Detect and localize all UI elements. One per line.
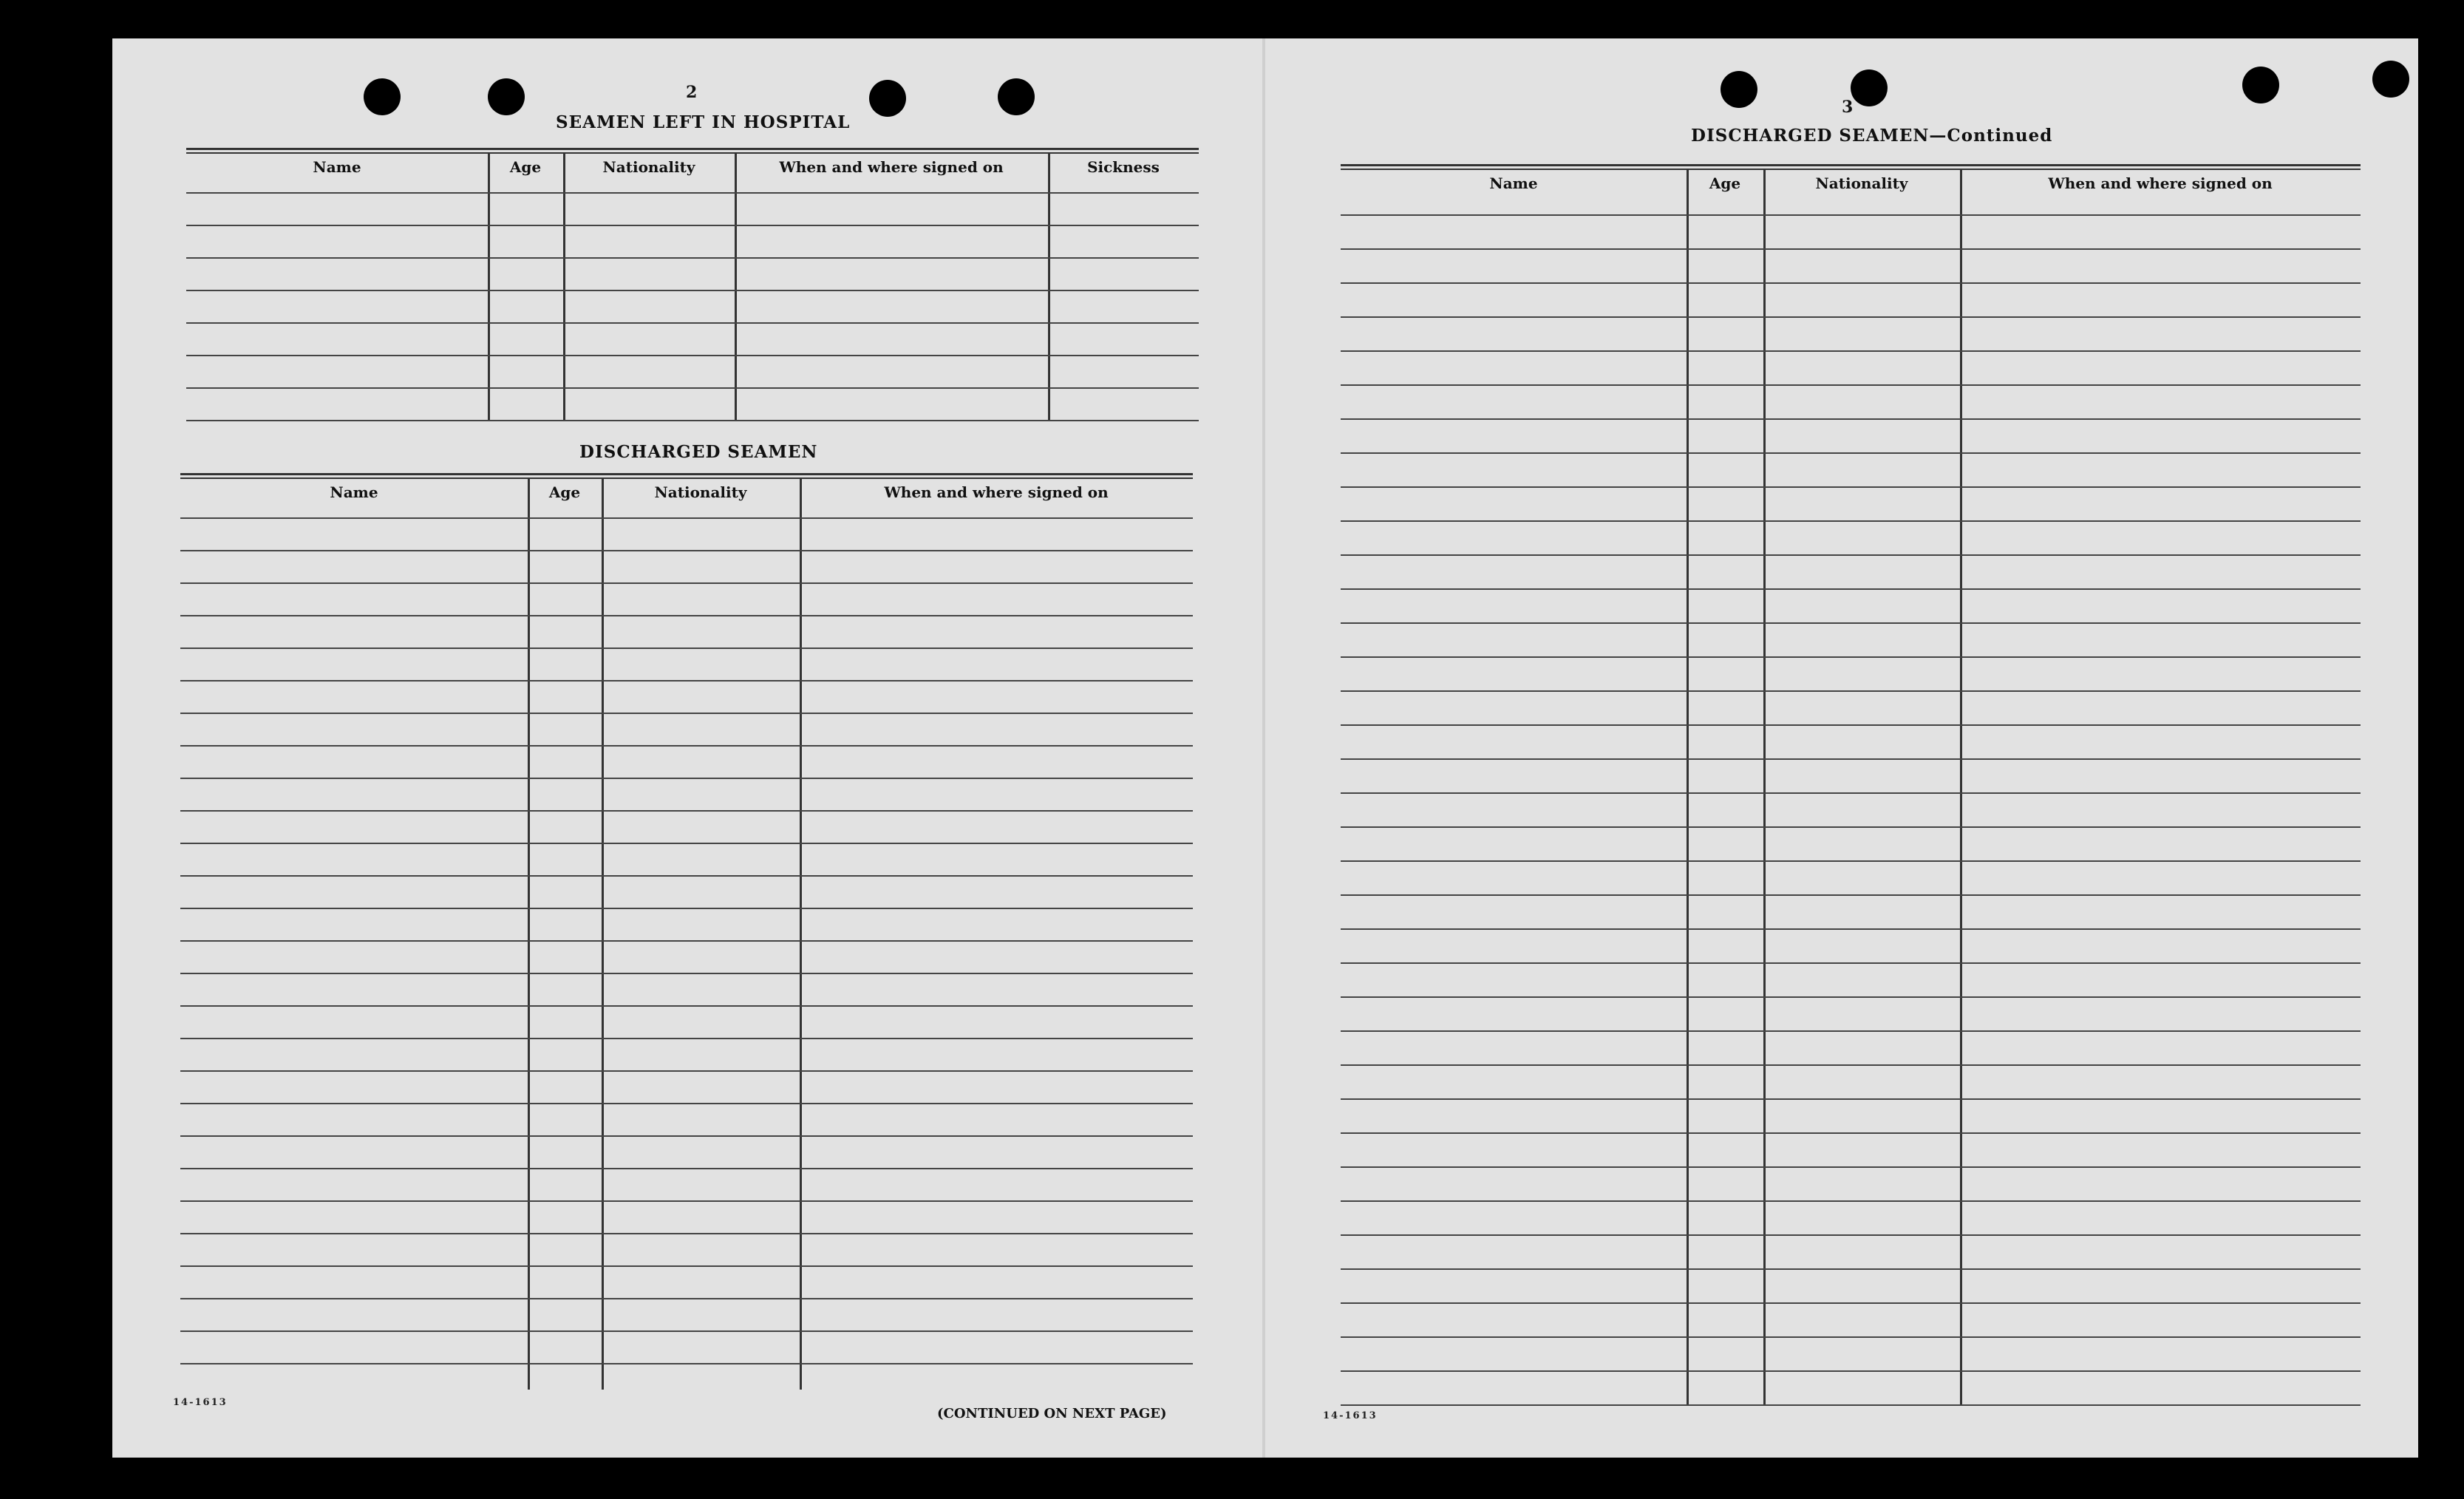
ruled-line <box>1341 418 2361 420</box>
ruled-line <box>1341 452 2361 454</box>
column-header: Name <box>1489 174 1538 192</box>
ruled-line <box>1341 622 2361 624</box>
ruled-line <box>180 1330 1193 1332</box>
ruled-line <box>1341 724 2361 726</box>
hospital-section-title: SEAMEN LEFT IN HOSPITAL <box>556 112 851 132</box>
ruled-line <box>186 192 1199 194</box>
ruled-line <box>180 550 1193 551</box>
ruled-line <box>180 1200 1193 1202</box>
ruled-line <box>1341 1166 2361 1168</box>
ruled-line <box>180 517 1193 519</box>
ruled-line <box>1341 1030 2361 1032</box>
ruled-line <box>180 778 1193 779</box>
ruled-line <box>1341 894 2361 896</box>
ruled-line <box>1341 656 2361 658</box>
discharged-section-title: DISCHARGED SEAMEN <box>579 442 818 462</box>
discharged-table <box>180 473 1193 1390</box>
ruled-line <box>1341 758 2361 760</box>
ruled-line <box>180 1233 1193 1234</box>
column-divider <box>1687 170 1689 1406</box>
ruled-line <box>180 745 1193 747</box>
ruled-line <box>1341 1404 2361 1406</box>
ruled-line <box>1341 962 2361 964</box>
continued-note: (CONTINUED ON NEXT PAGE) <box>937 1406 1167 1421</box>
column-header: Nationality <box>602 158 695 176</box>
ruled-line <box>1341 996 2361 998</box>
ruled-line <box>180 1168 1193 1169</box>
ruled-line <box>1341 214 2361 216</box>
ruled-line <box>180 875 1193 877</box>
ruled-line <box>180 582 1193 584</box>
ruled-line <box>1341 928 2361 930</box>
ruled-line <box>180 1135 1193 1137</box>
ruled-line <box>180 1070 1193 1072</box>
ruled-line <box>180 940 1193 942</box>
column-header: Name <box>330 483 378 501</box>
ruled-line <box>180 680 1193 681</box>
ruled-line <box>186 322 1199 324</box>
column-header: Name <box>313 158 361 176</box>
form-number: 14-1613 <box>173 1397 228 1408</box>
page-number: 3 <box>1842 98 1854 117</box>
ruled-line <box>180 1103 1193 1104</box>
ruled-line <box>1341 520 2361 522</box>
column-divider <box>563 154 565 421</box>
ruled-line <box>180 843 1193 844</box>
column-header: Nationality <box>1815 174 1908 192</box>
ruled-line <box>1341 826 2361 828</box>
ruled-line <box>1341 1098 2361 1100</box>
ruled-line <box>1341 1200 2361 1202</box>
discharged-continued-title: DISCHARGED SEAMEN—Continued <box>1691 126 2053 146</box>
ruled-line <box>1341 588 2361 590</box>
column-header: Age <box>1709 174 1741 192</box>
ruled-line <box>1341 1064 2361 1066</box>
ruled-line <box>1341 486 2361 488</box>
ruled-line <box>180 1265 1193 1267</box>
column-divider <box>735 154 737 421</box>
ruled-line <box>180 713 1193 714</box>
ruled-line <box>1341 1234 2361 1236</box>
column-header: Nationality <box>654 483 747 501</box>
ruled-line <box>1341 384 2361 386</box>
ruled-line <box>186 225 1199 226</box>
page-fold <box>1262 38 1265 1458</box>
column-header: When and where signed on <box>2048 174 2273 192</box>
ruled-line <box>180 1038 1193 1039</box>
ruled-line <box>186 420 1199 421</box>
column-divider <box>1048 154 1050 421</box>
ruled-line <box>180 1298 1193 1299</box>
ruled-line <box>186 387 1199 389</box>
column-divider <box>1960 170 1962 1406</box>
ruled-line <box>1341 1370 2361 1372</box>
ruled-line <box>1341 860 2361 862</box>
ruled-line <box>1341 248 2361 250</box>
ruled-line <box>180 647 1193 649</box>
column-header: When and where signed on <box>884 483 1109 501</box>
ruled-line <box>186 355 1199 356</box>
ruled-line <box>186 290 1199 291</box>
ruled-line <box>1341 554 2361 556</box>
ruled-line <box>180 615 1193 616</box>
ruled-line <box>1341 1336 2361 1338</box>
ruled-line <box>180 1363 1193 1364</box>
table-top-rule <box>186 148 1199 154</box>
ruled-line <box>186 257 1199 259</box>
column-header: Age <box>548 483 581 501</box>
page-number: 2 <box>686 83 698 102</box>
ruled-line <box>180 810 1193 812</box>
ruled-line <box>1341 690 2361 692</box>
column-header: Sickness <box>1087 158 1160 176</box>
ruled-line <box>1341 1268 2361 1270</box>
ruled-line <box>180 1005 1193 1007</box>
form-number: 14-1613 <box>1323 1410 1378 1421</box>
table-top-rule <box>180 473 1193 479</box>
hospital-table <box>186 148 1199 429</box>
column-header: Age <box>509 158 542 176</box>
ruled-line <box>180 973 1193 974</box>
ruled-line <box>1341 282 2361 284</box>
ruled-line <box>1341 350 2361 352</box>
table-top-rule <box>1341 164 2361 170</box>
ruled-line <box>1341 792 2361 794</box>
column-divider <box>1763 170 1766 1406</box>
discharged-continued-table <box>1341 164 2361 1406</box>
ruled-line <box>1341 1132 2361 1134</box>
ruled-line <box>1341 1302 2361 1304</box>
ruled-line <box>180 908 1193 909</box>
left-page <box>112 0 1191 1458</box>
right-page <box>1301 0 2380 1458</box>
ruled-line <box>1341 316 2361 318</box>
column-header: When and where signed on <box>779 158 1004 176</box>
column-divider <box>488 154 490 421</box>
